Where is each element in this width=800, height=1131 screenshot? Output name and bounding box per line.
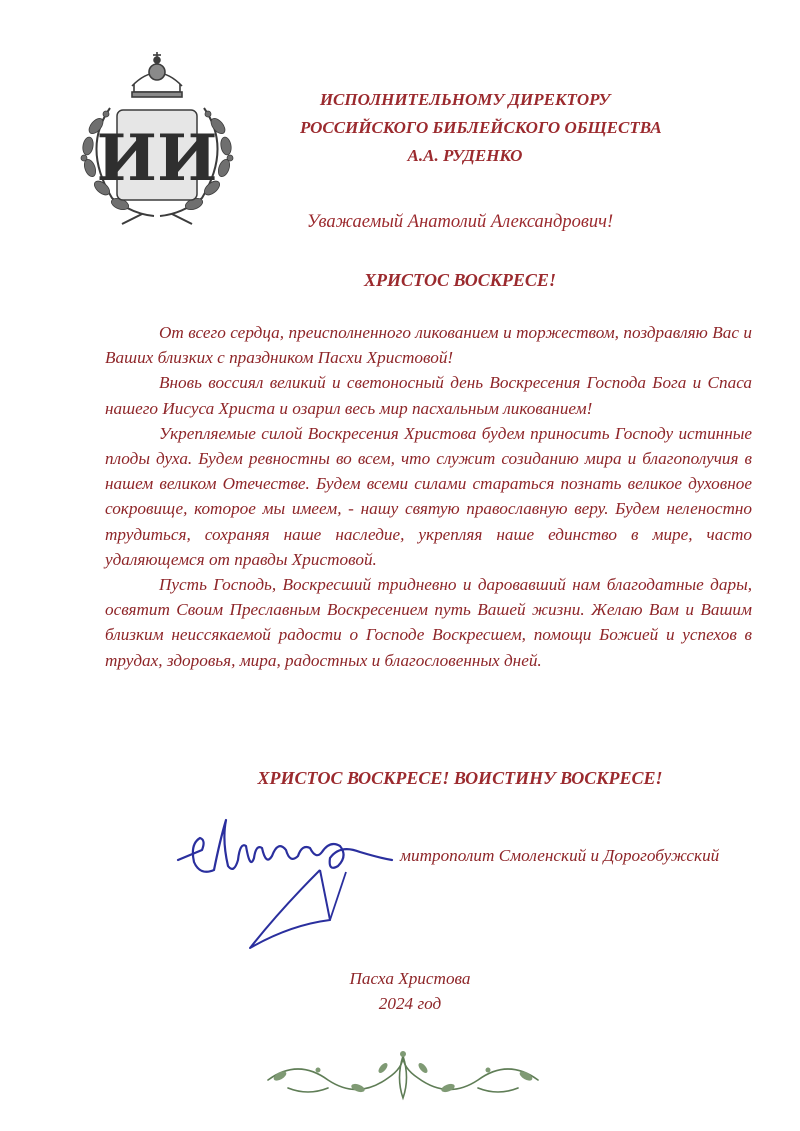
- body-paragraph: Укрепляемые силой Воскресения Христова будем приносить Господу истинные плоды духа. Будем ревностны во всем, что служит созиданию мира и благополучия в нашем великом Отечестве. Будем всеми силами стараться познать великое духовное сокровище, которое мы имеем, - нашу святую православную веру. Будем неленостно трудиться, сохраняя наше наследие, укрепляя наше единство в мире, часто удаляющемся от правды Христовой.: [105, 423, 752, 569]
- crest-monogram: ИИ: [96, 121, 218, 196]
- addressee-line: РОССИЙСКОГО БИБЛЕЙСКОГО ОБЩЕСТВА: [300, 118, 662, 137]
- letter-heading: ХРИСТОС ВОСКРЕСЕ!: [364, 270, 556, 290]
- addressee-block: [300, 86, 662, 170]
- date-line: 2024 год: [378, 994, 442, 1013]
- date-line: Пасха Христова: [349, 969, 471, 988]
- salutation: Уважаемый Анатолий Александрович!: [306, 212, 614, 232]
- letter-body: [105, 320, 752, 673]
- signatory-title: митрополит Смоленский и Дорогобужский: [400, 846, 720, 865]
- crest-icon: [62, 48, 252, 226]
- signature-icon: [170, 800, 400, 960]
- addressee-line: А.А. РУДЕНКО: [407, 146, 523, 165]
- closing-greeting: ХРИСТОС ВОСКРЕСЕ! ВОИСТИНУ ВОСКРЕСЕ!: [257, 768, 663, 788]
- floral-ornament-icon: [258, 1048, 548, 1103]
- date-block: [300, 966, 520, 1016]
- body-paragraph: Пусть Господь, Воскресший тридневно и даровавший нам благодатные дары, освятит Своим Преславным Воскресением путь Вашей жизни. Желаю Вам и Вашим близким неиссякаемой радости о Господе Воскресшем, помощи Божией и успехов в трудах, здоровья, мира, радостных и благословенных дней.: [105, 575, 752, 670]
- body-paragraph: От всего сердца, преисполненного ликованием и торжеством, поздравляю Вас и Ваших близких с праздником Пасхи Христовой!: [105, 323, 752, 368]
- addressee-line: ИСПОЛНИТЕЛЬНОМУ ДИРЕКТОРУ: [319, 90, 611, 109]
- body-paragraph: Вновь воссиял великий и светоносный день Воскресения Господа Бога и Спаса нашего Иисуса Христа и озарил весь мир пасхальным ликованием!: [105, 373, 752, 418]
